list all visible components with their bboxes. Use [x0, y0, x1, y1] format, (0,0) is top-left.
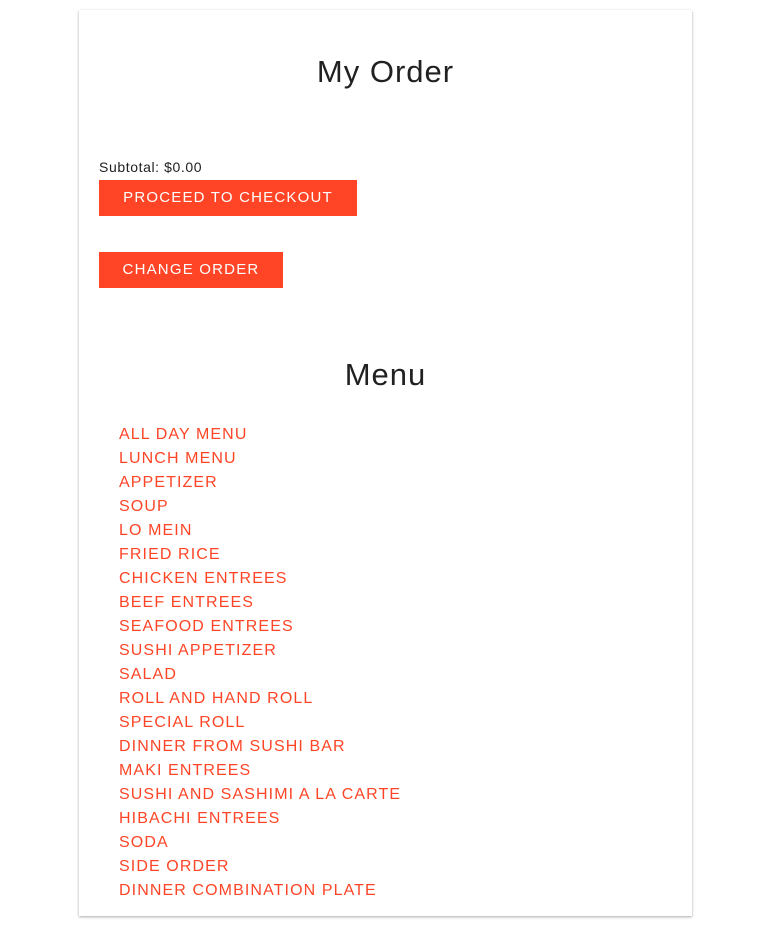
change-order-button[interactable]: CHANGE ORDER	[99, 252, 283, 288]
menu-category-link[interactable]: FRIED RICE	[119, 546, 221, 563]
menu-category-link[interactable]: LUNCH MENU	[119, 450, 237, 467]
menu-category-link[interactable]: SIDE ORDER	[119, 858, 230, 875]
menu-category-link[interactable]: DINNER COMBINATION PLATE	[119, 882, 377, 899]
menu-category-link[interactable]: APPETIZER	[119, 474, 218, 491]
menu-category-link[interactable]: HIBACHI ENTREES	[119, 810, 281, 827]
menu-category-link[interactable]: MAKI ENTREES	[119, 762, 252, 779]
order-title: My Order	[316, 54, 455, 89]
menu-category-list	[119, 423, 401, 903]
menu-title: Menu	[344, 357, 427, 392]
subtotal-text: Subtotal: $0.00	[99, 159, 203, 175]
menu-category-link[interactable]: ROLL AND HAND ROLL	[119, 690, 314, 707]
menu-category-link[interactable]: CHICKEN ENTREES	[119, 570, 288, 587]
menu-category-link[interactable]: BEEF ENTREES	[119, 594, 255, 611]
menu-category-link[interactable]: DINNER FROM SUSHI BAR	[119, 738, 346, 755]
menu-category-link[interactable]: SODA	[119, 834, 169, 851]
menu-category-link[interactable]: SUSHI AND SASHIMI A LA CARTE	[119, 786, 402, 803]
menu-category-link[interactable]: SUSHI APPETIZER	[119, 642, 277, 659]
menu-category-link[interactable]: ALL DAY MENU	[119, 426, 248, 443]
menu-category-link[interactable]: SOUP	[119, 498, 169, 515]
proceed-to-checkout-button[interactable]: PROCEED TO CHECKOUT	[99, 180, 357, 216]
menu-category-link[interactable]: SPECIAL ROLL	[119, 714, 246, 731]
order-card	[79, 10, 692, 916]
menu-category-link[interactable]: SALAD	[119, 666, 177, 683]
menu-category-link[interactable]: SEAFOOD ENTREES	[119, 618, 294, 635]
menu-category-link[interactable]: LO MEIN	[119, 522, 193, 539]
